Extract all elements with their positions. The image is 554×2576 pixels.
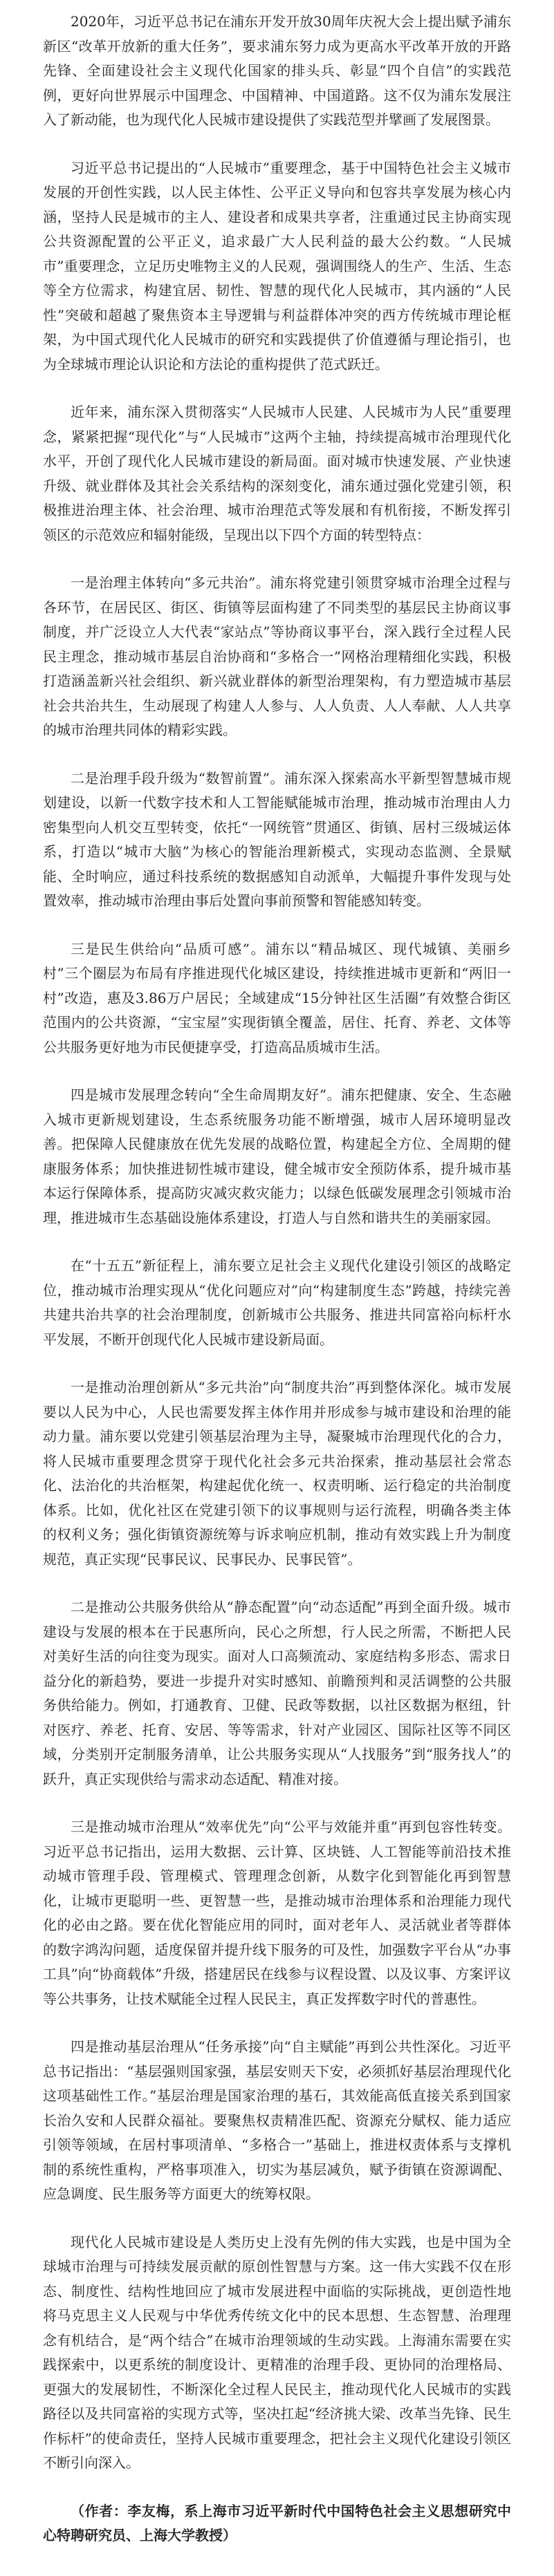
paragraph-transition-4: 四是城市发展理念转向“全生命周期友好”。浦东把健康、安全、生态融入城市更新规划建设，生态系统服务功能不断增强，城市人居环境明显改善。把保障人民健康放在优先发展的战略位置，构建起全方位、全周期的健康服务体系；加快推进韧性城市建设，健全城市安全预防体系，提升城市基本运行保障体系，提高防灾减灾救灾能力；以绿色低碳发展理念引领城市治理，推进城市生态基础设施体系建设，打造人与自然和谐共生的美丽家园。	[43, 1087, 511, 1226]
paragraph-task-1: 一是推动治理创新从“多元共治”向“制度共治”再到整体深化。城市发展要以人民为中心，人民也需要发挥主体作用并形成参与城市建设和治理的能动力量。浦东要以党建引领基层治理为主导，凝聚城市治理现代化的合力，将人民城市重要理念贯穿于现代化社会多元共治探索，推动基层社会常态化、法治化的共治框架，构建起优化统一、权责明晰、运行稳定的共治制度体系。比如，优化社区在党建引领下的议事规则与运行流程，明确各类主体的权利义务；强化街镇资源统筹与诉求响应机制，推动有效实践上升为制度规范，真正实现“民事民议、民事民办、民事民管”。	[43, 1379, 511, 1568]
paragraph-people-city-concept: 习近平总书记提出的“人民城市”重要理念，基于中国特色社会主义城市发展的开创性实践，以人民主体性、公平正义导向和包容共享发展为核心内涵，坚持人民是城市的主人、建设者和成果共享者，注重通过民主协商实现公共资源配置的公平正义，追求最广大人民利益的最大公约数。“人民城市”重要理念，立足历史唯物主义的人民观，强调围绕人的生产、生活、生态等全方位需求，构建宜居、韧性、智慧的现代化人民城市，其内涵的“人民性”突破和超越了聚焦资本主导逻辑与利益群体冲突的西方传统城市理论框架，为中国式现代化人民城市的研究和实践提供了价值遵循与理论指引，也为全球城市理论认识论和方法论的重构提供了范式跃迁。	[43, 159, 511, 373]
paragraph-pudong-practice: 近年来，浦东深入贯彻落实“人民城市人民建、人民城市为人民”重要理念，紧紧把握“现代化”与“人民城市”这两个主轴，持续提高城市治理现代化水平，开创了现代化人民城市建设的新局面。面对城市快速发展、产业快速升级、就业群体及其社会关系结构的深刻变化，浦东通过强化党建引领，积极推进治理主体、社会治理、城市治理范式等发展和有机衔接，不断发挥引领区的示范效应和辐射能级，呈现出以下四个方面的转型特点：	[43, 404, 511, 543]
paragraph-conclusion: 现代化人民城市建设是人类历史上没有先例的伟大实践，也是中国为全球城市治理与可持续发展贡献的原创性智慧与方案。这一伟大实践不仅在形态、制度性、结构性地回应了城市发展进程中面临的实际挑战，更创造性地将马克思主义人民观与中华优秀传统文化中的民本思想、生态智慧、治理理念有机结合，是“两个结合”在城市治理领域的生动实践。上海浦东需要在实践探索中，以更系统的制度设计、更精准的治理手段、更协同的治理格局、更强大的发展韧性，不断深化全过程人民民主，推动现代化人民城市的实践路径以及共同富裕的实现方式等，坚决扛起“经济挑大梁、改革当先锋、民生作标杆”的使命责任，坚持人民城市重要理念，把社会主义现代化建设引领区不断引向深入。	[43, 2233, 511, 2471]
paragraph-transition-3: 三是民生供给向“品质可感”。浦东以“精品城区、现代城镇、美丽乡村”三个圈层为布局有序推进现代化城区建设，持续推进城市更新和“两旧一村”改造，惠及3.86万户居民；全域建成“15分钟社区生活圈”有效整合街区范围内的公共资源，“宝宝屋”实现街镇全覆盖，居住、托育、养老、文体等公共服务更好地为市民便捷享受，打造高品质城市生活。	[43, 940, 511, 1055]
paragraph-task-2: 二是推动公共服务供给从“静态配置”向“动态适配”再到全面升级。城市建设与发展的根本在于民惠所向，民心之所想，行人民之所需，不断把人民对美好生活的向往变为现实。面对人口高频流动、家庭结构多形态、需求日益分化的新趋势，要进一步提升对实时感知、前瞻预判和灵活调整的公共服务供给能力。例如，打通教育、卫健、民政等数据，以社区数据为枢纽，针对医疗、养老、托育、安居、等等需求，针对产业园区、国际社区等不同区域，分类别开定制服务清单，让公共服务实现从“人找服务”到“服务找人”的跃升，真正实现供给与需求动态适配、精准对接。	[43, 1599, 511, 1787]
paragraph-intro: 2020年，习近平总书记在浦东开发开放30周年庆祝大会上提出赋予浦东新区“改革开放新的重大任务”，要求浦东努力成为更高水平改革开放的开路先锋、全面建设社会主义现代化国家的排头兵、彰显“四个自信”的实践范例，更好向世界展示中国理念、中国精神、中国道路。这不仅为浦东发展注入了新动能，也为现代化人民城市建设提供了实践范型并擘画了发展图景。	[43, 13, 511, 128]
author-note: （作者：李友梅，系上海市习近平新时代中国特色社会主义思想研究中心特聘研究员、上海大学教授）	[43, 2502, 511, 2544]
paragraph-task-4: 四是推动基层治理从“任务承接”向“自主赋能”再到公共性深化。习近平总书记指出：“基层强则国家强，基层安则天下安，必须抓好基层治理现代化这项基础性工作。”基层治理是国家治理的基石，其效能高低直接关系到国家长治久安和人民群众福祉。要聚焦权责精准匹配、资源充分赋权、能力适应引领等领域，在居村事项清单、“多格合一”基础上，推进权责体系与支撑机制的系统性重构，严格事项准入，切实为基层减负，赋予街镇在资源调配、应急调度、民生服务等方面更大的统筹权限。	[43, 2038, 511, 2202]
paragraph-fifteenth-five-year: 在“十五五”新征程上，浦东要立足社会主义现代化建设引领区的战略定位，推动城市治理实现从“优化问题应对”向“构建制度生态”跨越，持续完善共建共治共享的社会治理制度，创新城市公共服务、推进共同富裕向标杆水平发展，不断开创现代化人民城市建设新局面。	[43, 1257, 511, 1348]
paragraph-task-3: 三是推动城市治理从“效率优先”向“公平与效能并重”再到包容性转变。习近平总书记指出，运用大数据、云计算、区块链、人工智能等前沿技术推动城市管理手段、管理模式、管理理念创新，从数字化到智能化再到智慧化，让城市更聪明一些、更智慧一些，是推动城市治理体系和治理能力现代化的必由之路。要在优化智能应用的同时，面对老年人、灵活就业者等群体的数字鸿沟问题，适度保留并提升线下服务的可及性，加强数字平台从“办事工具”向“协商载体”升级，搭建居民在线参与议程设置、以及议事、方案评议等公共事务，让技术赋能全过程人民民主，真正发挥数字时代的普惠性。	[43, 1818, 511, 2007]
paragraph-transition-2: 二是治理手段升级为“数智前置”。浦东深入探索高水平新型智慧城市规划建设，以新一代数字技术和人工智能赋能城市治理，推动城市治理由人力密集型向人机交互型转变，依托“一网统管”贯通区、街镇、居村三级城运体系，打造以“城市大脑”为核心的智能治理新模式，实现动态监测、全景赋能、全时响应，通过科技系统的数据感知自动派单，大幅提升事件发现与处置效率，推动城市治理由事后处置向事前预警和智能感知转变。	[43, 769, 511, 909]
paragraph-transition-1: 一是治理主体转向“多元共治”。浦东将党建引领贯穿城市治理全过程与各环节，在居民区、街区、街镇等层面构建了不同类型的基层民主协商议事制度，并广泛设立人大代表“家站点”等协商议事平台，深入践行全过程人民民主理念，推动城市基层自治协商和“多格合一”网格治理精细化实践，积极打造涵盖新兴社会组织、新兴就业群体的新型治理架构，有力塑造城市基层社会共治共生，生动展现了构建人人参与、人人负责、人人奉献、人人共享的城市治理共同体的精彩实践。	[43, 574, 511, 738]
